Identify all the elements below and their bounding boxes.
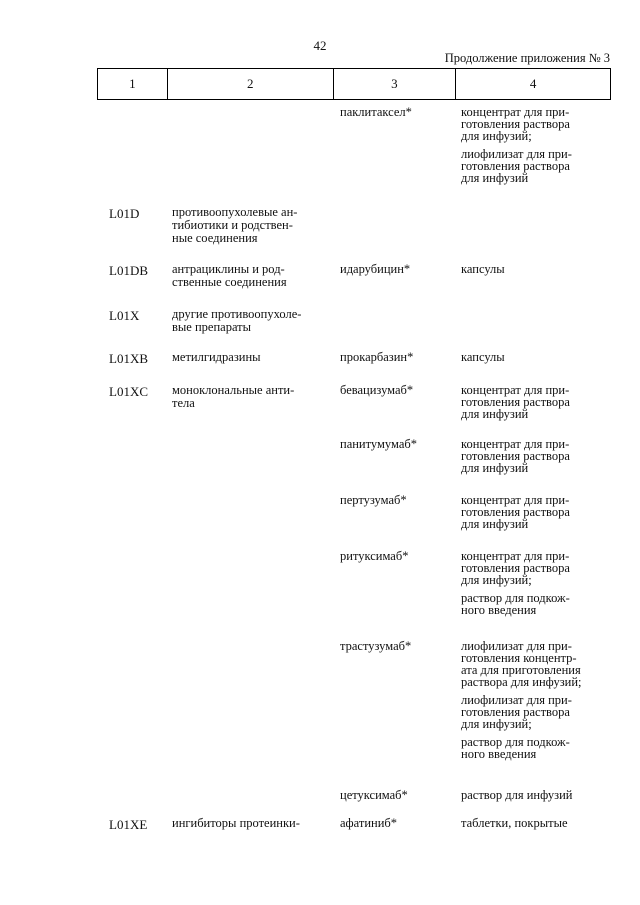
drug-name: идарубицин* <box>340 262 411 276</box>
atc-code: L01X <box>109 308 140 323</box>
drug-name: пертузумаб* <box>340 493 407 507</box>
atc-code: L01D <box>109 206 140 221</box>
atc-code: L01XC <box>109 384 148 399</box>
group-name: антрациклины и род- ственные соединения <box>172 262 287 289</box>
dosage-forms <box>461 438 611 474</box>
dosage-forms <box>461 789 611 801</box>
dosage-forms <box>461 351 611 363</box>
header-col-3: 3 <box>333 69 456 100</box>
dosage-form: раствор для инфузий <box>461 788 573 802</box>
group-name: ингибиторы протеинки- <box>172 816 300 830</box>
dosage-forms <box>461 106 611 184</box>
dosage-form: раствор для подкож- ного введения <box>461 591 570 617</box>
drug-name: цетуксимаб* <box>340 788 408 802</box>
page-number: 42 <box>313 38 327 53</box>
group-name: противоопухолевые ан- тибиотики и родствен- ные соединения <box>172 205 298 245</box>
dosage-form: концентрат для при- готовления раствора для инфузий; <box>461 105 570 143</box>
dosage-forms <box>461 640 611 760</box>
dosage-forms <box>461 384 611 420</box>
continuation-label: Продолжение приложения № 3 <box>444 51 610 65</box>
dosage-forms <box>461 263 611 275</box>
dosage-forms <box>461 494 611 530</box>
dosage-form: концентрат для при- готовления раствора для инфузий; <box>461 549 570 587</box>
dosage-form: лиофилизат для при- готовления концентр- ата для приготовления раствора для инфузий; <box>461 639 582 689</box>
group-name: метилгидразины <box>172 350 261 364</box>
group-name: другие противоопухоле- вые препараты <box>172 307 302 334</box>
header-col-1: 1 <box>98 69 168 100</box>
drug-name: ритуксимаб* <box>340 549 409 563</box>
dosage-form: концентрат для при- готовления раствора для инфузий <box>461 493 570 531</box>
dosage-form: концентрат для при- готовления раствора для инфузий <box>461 383 570 421</box>
table-header <box>97 68 611 100</box>
dosage-forms <box>461 550 611 616</box>
dosage-forms <box>461 817 611 829</box>
dosage-form: таблетки, покрытые <box>461 816 568 830</box>
atc-code: L01XB <box>109 351 148 366</box>
header-col-2: 2 <box>167 69 333 100</box>
drug-name: бевацизумаб* <box>340 383 414 397</box>
header-col-4: 4 <box>456 69 611 100</box>
drug-name: прокарбазин* <box>340 350 414 364</box>
dosage-form: капсулы <box>461 350 505 364</box>
group-name: моноклональные анти- тела <box>172 383 295 410</box>
atc-code: L01XE <box>109 817 148 832</box>
atc-code: L01DB <box>109 263 148 278</box>
dosage-form: концентрат для при- готовления раствора для инфузий <box>461 437 570 475</box>
dosage-form: лиофилизат для при- готовления раствора для инфузий; <box>461 693 572 731</box>
drug-name: панитумумаб* <box>340 437 417 451</box>
dosage-form: раствор для подкож- ного введения <box>461 735 570 761</box>
dosage-form: капсулы <box>461 262 505 276</box>
drug-name: трастузумаб* <box>340 639 412 653</box>
drug-name: паклитаксел* <box>340 105 412 119</box>
dosage-form: лиофилизат для при- готовления раствора для инфузий <box>461 147 572 185</box>
drug-name: афатиниб* <box>340 816 398 830</box>
